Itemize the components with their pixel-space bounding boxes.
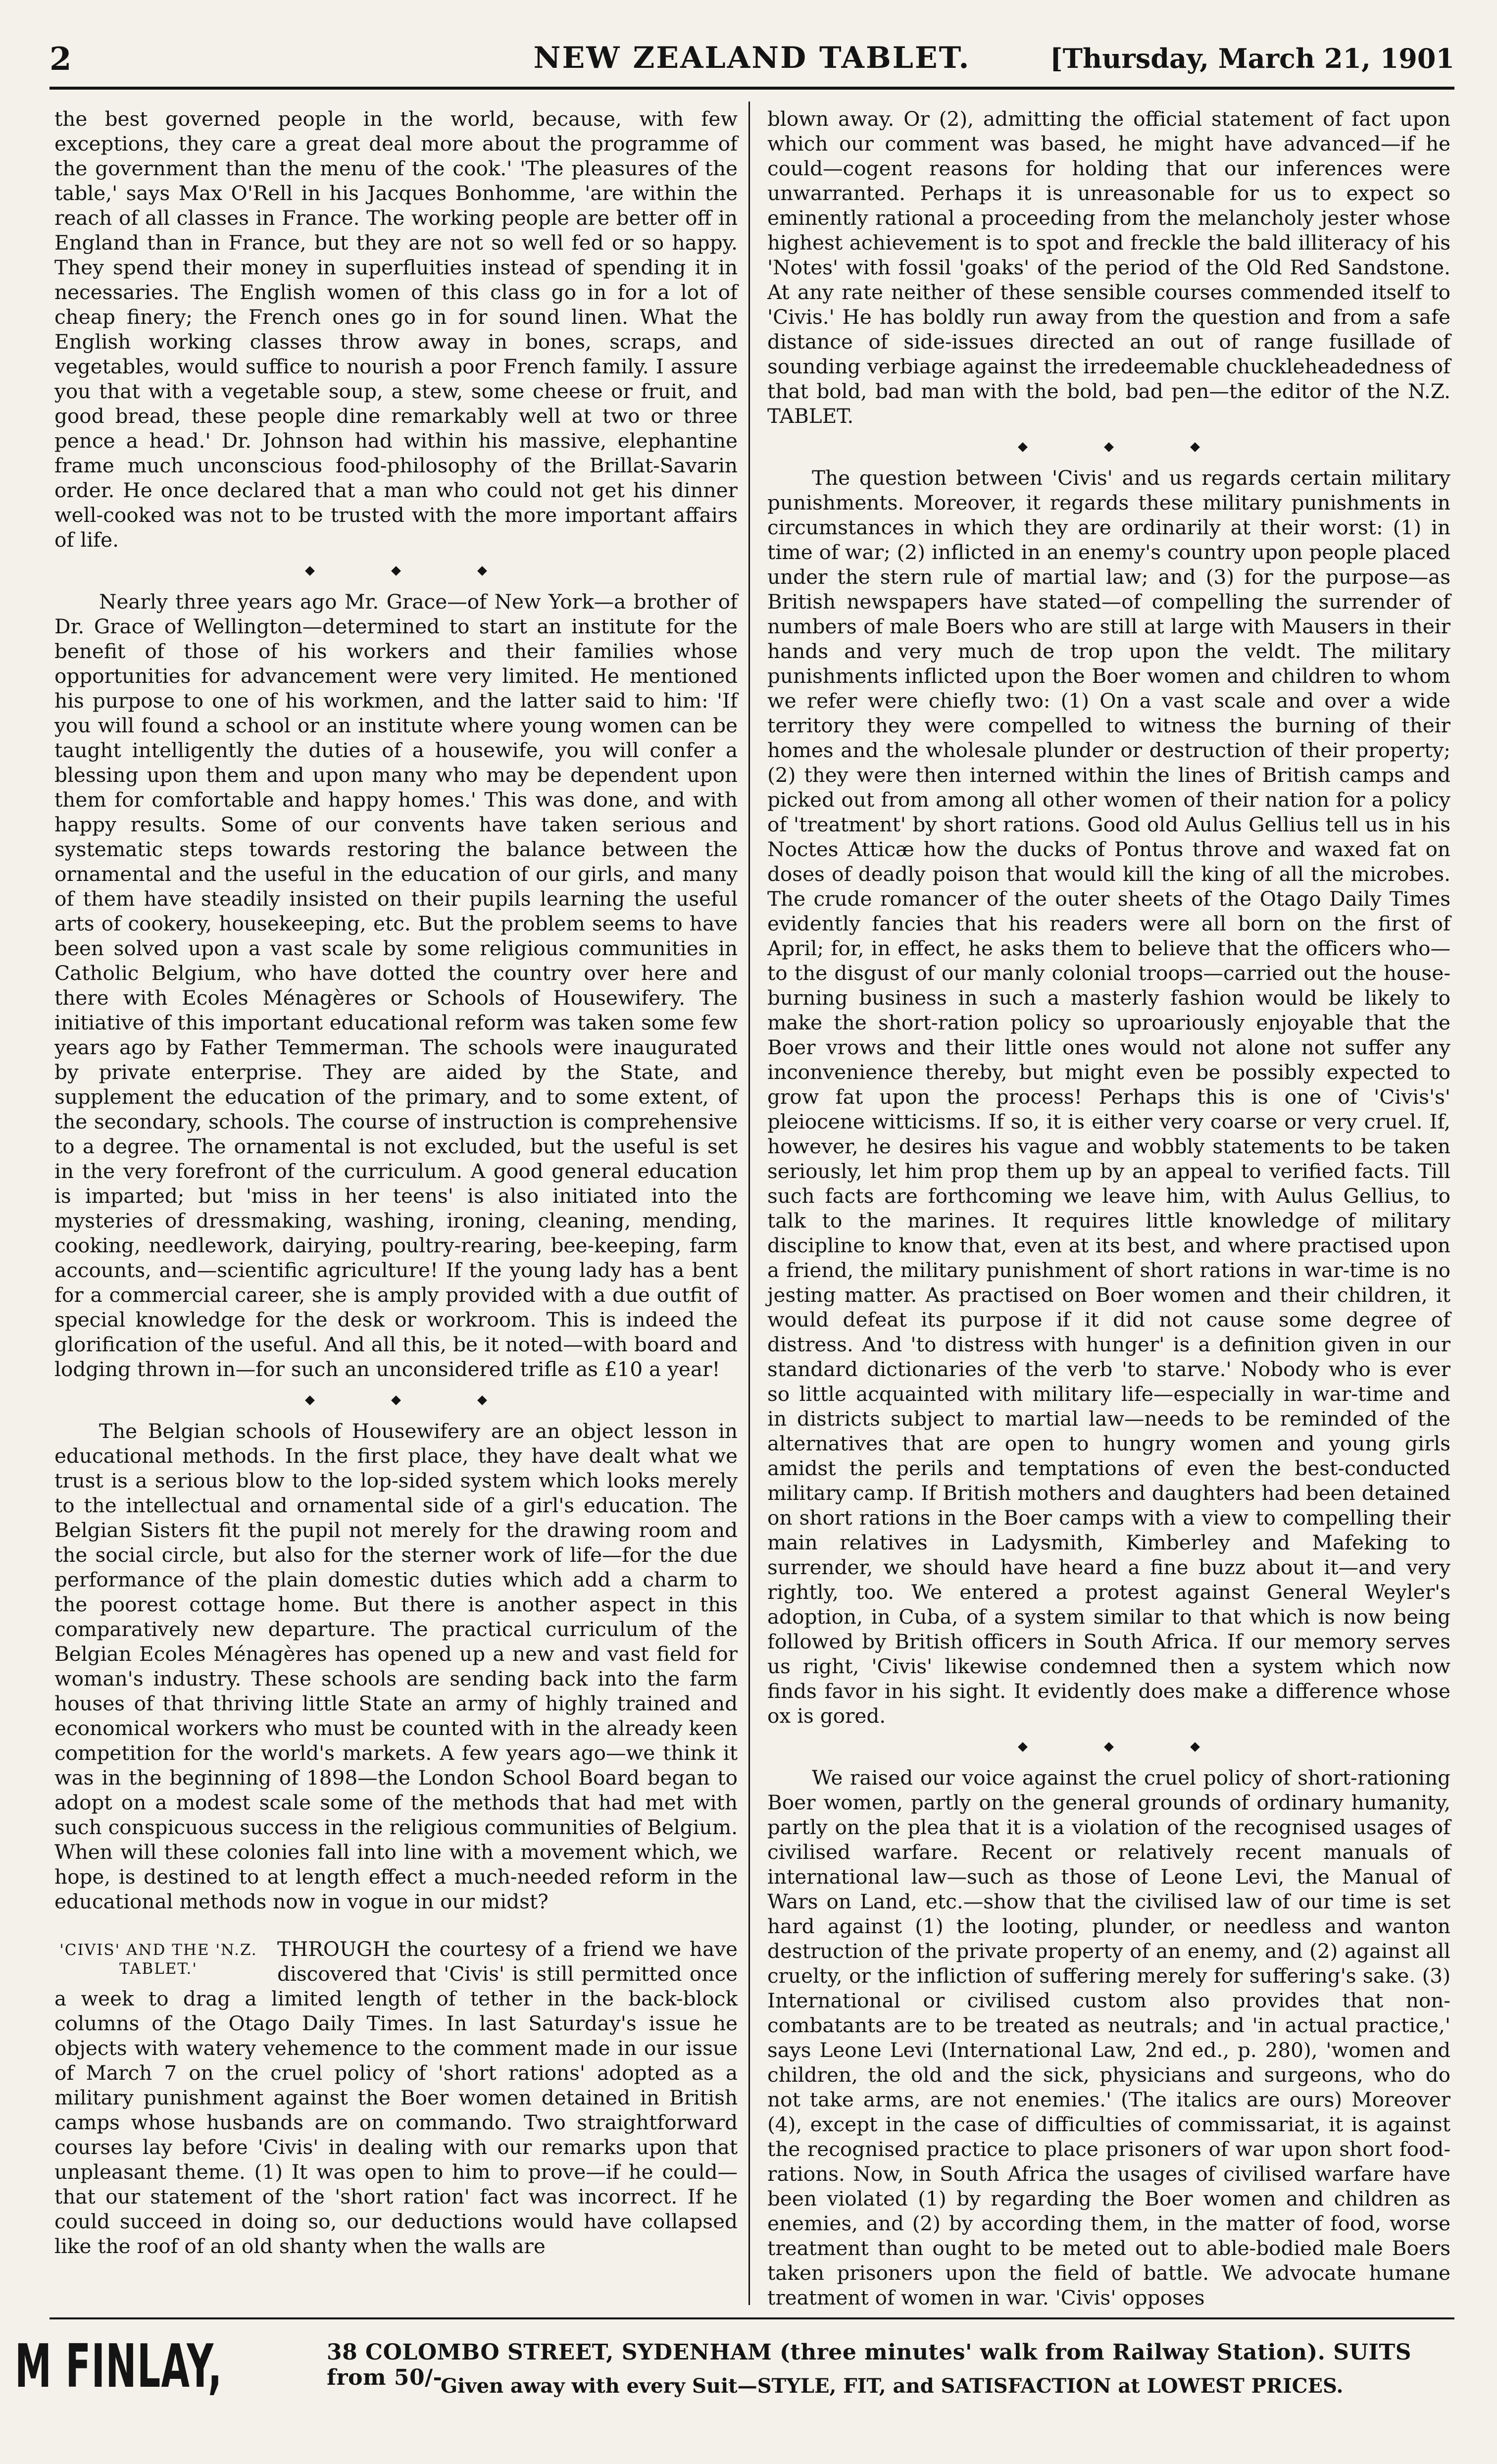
- advertiser-address: 38 COLOMBO STREET, SYDENHAM (three minutes' walk from Railway Station). SUITS from 50/-: [327, 2340, 1412, 2390]
- article-paragraph: We raised our voice against the cruel policy of short-rationing Boer women, partly on the general grounds of ordinary humanity, partly on the plea that it is a violation of the recognised usages of civilised warfare. Recent or relatively recent manuals of international law—such as those of Leone Levi, the Manual of Wars on Land, etc.—show that the civilised law of our time is set hard against (1) the looting, plunder, or needless and wanton destruction of the private property of an enemy, and (2) against all cruelty, or the infliction of suffering merely for suffering's sake. (3) International or civilised custom also provides that non-combatants are to be treated as neutrals; and 'in actual practice,' says Leone Levi (International Law, 2nd ed., p. 280), 'women and children, the old and the sick, physicians and surgeons, who do not take arms, are not enemies.' (The italics are ours) Moreover (4), except in the case of difficulties of commissariat, it is against the recognised practice to place prisoners of war upon short food-rations. Now, in South Africa the usages of civilised warfare have been violated (1) by regarding the Boer women and children as enemies, and (2) by according them, in the matter of food, worse treatment than ought to be meted out to able-bodied male Boers taken prisoners upon the field of battle. We advocate humane treatment of women in war. 'Civis' opposes: [767, 1766, 1450, 2310]
- column-rule: [748, 102, 750, 2305]
- advertiser-name: M FINLAY,: [15, 2332, 223, 2401]
- right-column: [767, 106, 1450, 2310]
- article-paragraph: Nearly three years ago Mr. Grace—of New York—a brother of Dr. Grace of Wellington—determined to start an institute for the benefit of those of his workers and their families whose opportunities for advancement were very limited. He mentioned his purpose to one of his workmen, and the latter said to him: 'If you will found a school or an institute where young women can be taught intelligently the duties of a housewife, you will confer a blessing upon them and upon many who may be dependent upon them for comfortable and happy homes.' This was done, and with happy results. Some of our convents have taken serious and systematic steps towards restoring the balance between the ornamental and the useful in the education of our girls, and many of them have steadily insisted on their pupils learning the useful arts of cookery, housekeeping, etc. But the problem seems to have been solved upon a vast scale by some religious communities in Catholic Belgium, who have dotted the country over here and there with Ecoles Ménagères or Schools of Housewifery. The initiative of this important educational reform was taken some few years ago by Father Temmerman. The schools were inaugurated by private enterprise. They are aided by the State, and supplement the education of the primary, and to some extent, of the secondary, schools. The course of instruction is comprehensive to a degree. The ornamental is not excluded, but the useful is set in the very forefront of the curriculum. A good general education is imparted; but 'miss in her teens' is also initiated into the mysteries of dressmaking, washing, ironing, cleaning, mending, cooking, needlework, dairying, poultry-rearing, bee-keeping, farm accounts, and—scientific agriculture! If the young lady has a bent for a commercial career, she is amply provided with a due outfit of special knowledge for the desk or workroom. This is indeed the glorification of the useful. And all this, be it noted—with board and lodging thrown in—for such an unconsidered trifle as £10 a year!: [54, 590, 738, 1381]
- page-header: [50, 41, 1454, 80]
- advertiser-tagline: Given away with every Suit—STYLE, FIT, and SATISFACTION at LOWEST PRICES.: [441, 2374, 1344, 2398]
- article-paragraph: The Belgian schools of Housewifery are an object lesson in educational methods. In the first place, they have dealt what we trust is a serious blow to the lop-sided system which looks merely to the intellectual and ornamental side of a girl's education. The Belgian Sisters fit the pupil not merely for the drawing room and the social circle, but also for the sterner work of life—for the due performance of the plain domestic duties which add a charm to the poorest cottage home. But there is another aspect in this comparatively new departure. The practical curriculum of the Belgian Ecoles Ménagères has opened up a new and vast field for woman's industry. These schools are sending back into the farm houses of that thriving little State an army of highly trained and economical workers who must be counted with in the already keen competition for the world's markets. A few years ago—we think it was in the beginning of 1898—the London School Board began to adopt on a modest scale some of the methods that had met with such conspicuous success in the religious communities of Belgium. When will these colonies fall into line with a movement which, we hope, is destined to at length effect a much-needed reform in the educational methods now in vogue in our midst?: [54, 1419, 738, 1913]
- article-paragraph: THROUGH the courtesy of a friend we have discovered that 'Civis' is still permitted once a week to drag a limited length of tether in the back-block columns of the Otago Daily Times. In last Saturday's issue he objects with watery vehemence to the comment made in our issue of March 7 on the cruel policy of 'short rations' adopted as a military punishment against the Boer women detained in British camps whose husbands are on commando. Two straightforward courses lay before 'Civis' in dealing with our remarks upon that unpleasant theme. (1) It was open to him to prove—if he could—that our statement of the 'short ration' fact was incorrect. If he could succeed in doing so, our deductions would have collapsed like the roof of an old shanty when the walls are: [54, 1937, 738, 2258]
- section-divider: [767, 1728, 1450, 1765]
- left-column: [54, 106, 738, 2259]
- page-number: 2: [50, 41, 72, 78]
- article-paragraph: the best governed people in the world, because, with few exceptions, they care a great deal more about the programme of the government than the menu of the cook.' 'The pleasures of the table,' says Max O'Rell in his Jacques Bonhomme, 'are within the reach of all classes in France. The working people are better off in England than in France, but they are not so well fed or so happy. They spend their money in superfluities instead of spending it in necessaries. The English women of this class go in for a lot of cheap finery; the French ones go in for sound linen. What the English working classes throw away in bones, scraps, and vegetables, would suffice to nourish a poor French family. I assure you that with a vegetable soup, a stew, some cheese or fruit, and good bread, these people dine remarkably well at two or three pence a head.' Dr. Johnson had within his massive, elephantine frame much unconscious food-philosophy of the Brillat-Savarin order. He once declared that a man who could not get his dinner well-cooked was not to be trusted with the more important affairs of life.: [54, 107, 738, 552]
- masthead-title: NEW ZEALAND TABLET.: [533, 41, 971, 75]
- article-sidehead: 'CIVIS' AND THE 'N.Z. TABLET.': [59, 1941, 257, 1978]
- section-divider: [767, 428, 1450, 465]
- footer-rule: [50, 2317, 1454, 2319]
- section-divider: [54, 552, 738, 589]
- article-paragraph: The question between 'Civis' and us regards certain military punishments. Moreover, it regards these military punishments in circumstances in which they are ordinarily at their worst: (1) in time of war; (2) inflicted in an enemy's country upon people placed under the stern rule of martial law; and (3) for the purpose—as British newspapers have stated—of compelling the surrender of numbers of male Boers who are still at large with Mausers in their hands and very much de trop upon the veldt. The military punishments inflicted upon the Boer women and children to whom we refer were chiefly two: (1) On a vast scale and over a wide territory they were compelled to witness the burning of their homes and the wholesale plunder or destruction of their property; (2) they were then interned within the lines of British camps and picked out from among all other women of their nation for a policy of 'treatment' by short rations. Good old Aulus Gellius tell us in his Noctes Atticæ how the ducks of Pontus throve and waxed fat on doses of deadly poison that would kill the king of all the microbes. The crude romancer of the outer sheets of the Otago Daily Times evidently fancies that his readers were all born on the first of April; for, in effect, he asks them to believe that the officers who—to the disgust of our manly colonial troops—carried out the house-burning business in such a masterly fashion would be likely to make the short-ration policy so uproariously enjoyable that the Boer vrows and their little ones would not alone not suffer any inconvenience thereby, but might even be possibly expected to grow fat upon the process! Perhaps this is one of 'Civis's' pleiocene witticisms. If so, it is either very coarse or very cruel. If, however, he desires his vague and wobbly statements to be taken seriously, let him prop them up by an appeal to verified facts. Till such facts are forthcoming we leave him, with Aulus Gellius, to talk to the marines. It requires little knowledge of military discipline to know that, even at its best, and where practised upon a friend, the military punishment of short rations in war-time is no jesting matter. As practised on Boer women and their children, it would defeat its purpose if it did not cause some degree of distress. And 'to distress with hunger' is a definition given in our standard dictionaries of the verb 'to starve.' Nobody who is ever so little acquainted with military life—especially in war-time and in districts subject to martial law—needs to be reminded of the alternatives that are open to hungry women and young girls amidst the perils and temptations of even the best-conducted military camp. If British mothers and daughters had been detained on short rations in the Boer camps with a view to compelling their main relatives in Ladysmith, Kimberley and Mafeking to surrender, we should have heard a fine buzz about it—and very rightly, too. We entered a protest against General Weyler's adoption, in Cuba, of a system similar to that which is now being followed by British officers in South Africa. If our memory serves us right, 'Civis' likewise condemned then a system which now finds favor in his sight. It evidently does make a difference whose ox is gored.: [767, 466, 1450, 1728]
- article-paragraph: blown away. Or (2), admitting the official statement of fact upon which our comment was based, he might have advanced—if he could—cogent reasons for holding that our inferences were unwarranted. Perhaps it is unreasonable for us to expect so eminently rational a proceeding from the melancholy jester whose highest achievement is to spot and freckle the bald illiteracy of his 'Notes' with fossil 'goaks' of the period of the Old Red Sandstone. At any rate neither of these sensible courses commended itself to 'Civis.' He has boldly run away from the question and from a safe distance of side-issues directed an out of range fusillade of sounding verbiage against the irredeemable chuckleheadedness of that bold, bad man with the bold, bad pen—the editor of the N.Z. TABLET.: [767, 107, 1450, 428]
- section-gap: [54, 1914, 738, 1937]
- section-divider: [54, 1382, 738, 1419]
- issue-date: [Thursday, March 21, 1901: [1050, 43, 1454, 74]
- header-rule: [50, 87, 1454, 90]
